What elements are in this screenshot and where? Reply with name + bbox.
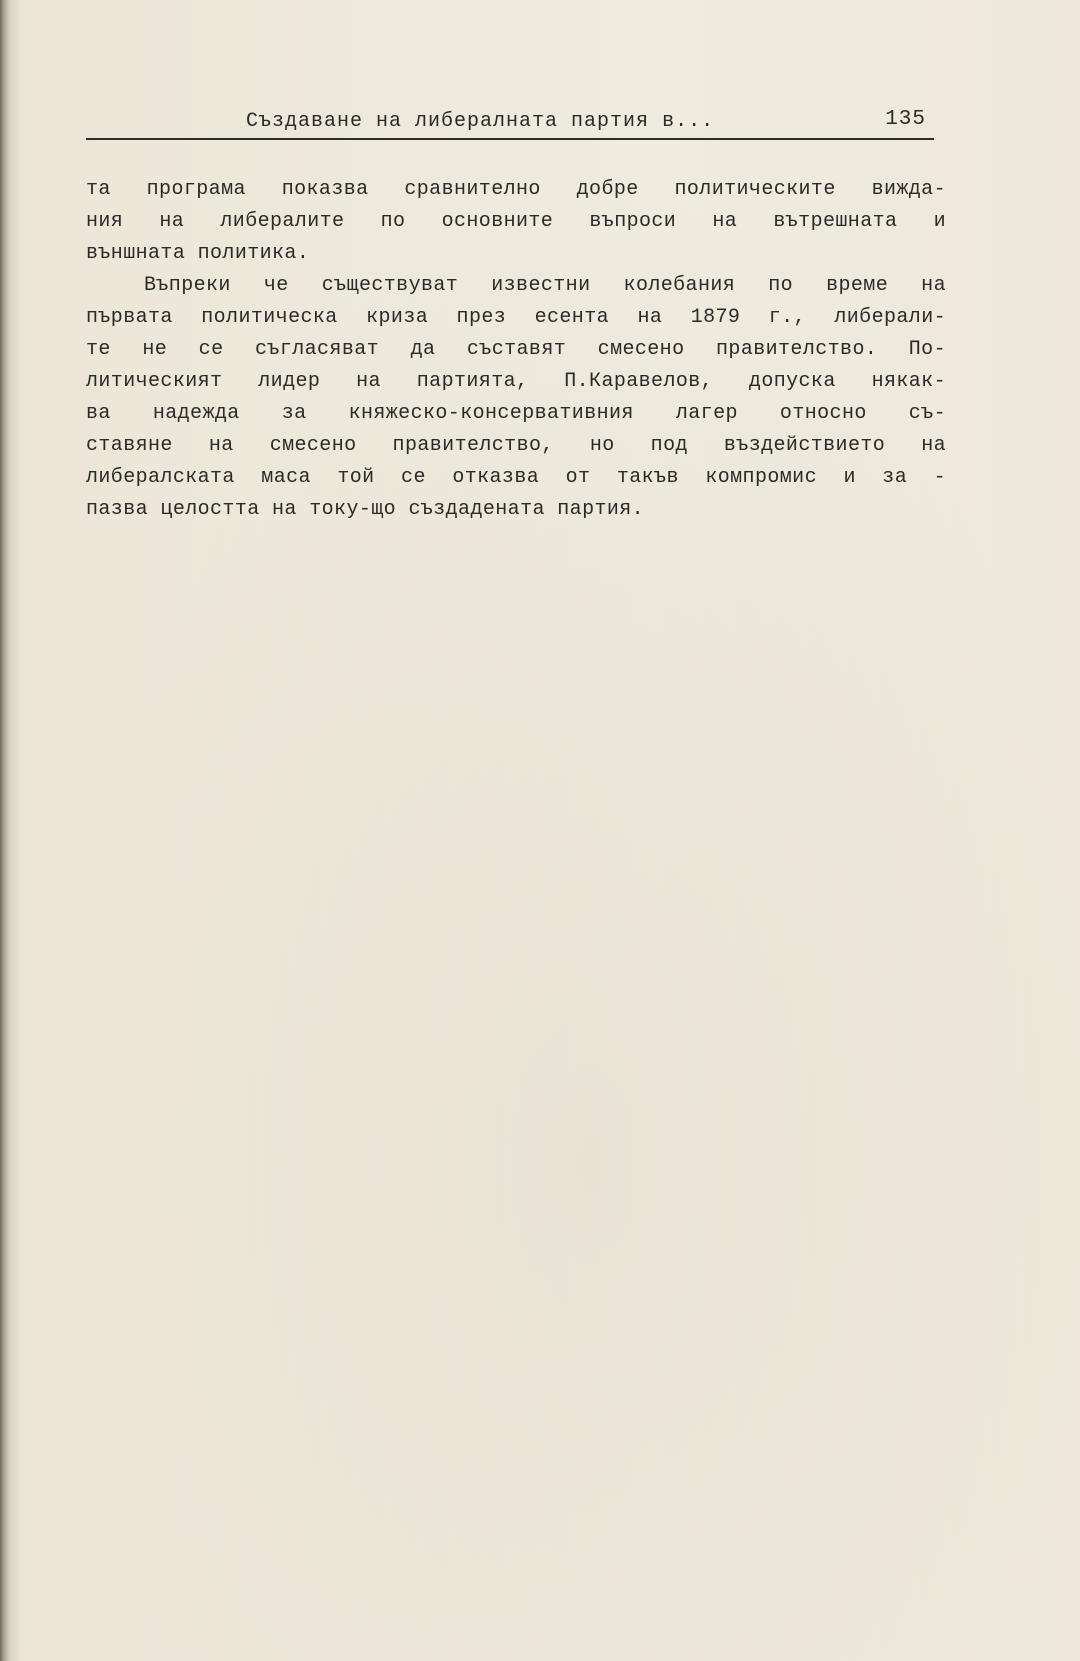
text-line: външната политика. [86,242,310,265]
text-line: те не се съгласяват да съставят смесено правителство. По- [86,338,946,361]
page-number: 135 [885,108,926,131]
text-line: ставяне на смесено правителство, но под въздействието на [86,434,946,457]
text-line: ва надежда за княжеско-консервативния лагер относно съ- [86,402,946,425]
text-line: литическият лидер на партията, П.Каравелов, допуска някак- [86,370,946,393]
body-text [86,174,946,526]
text-line: ния на либералите по основните въпроси на вътрешната и [86,210,946,233]
paragraph-2 [86,270,946,526]
text-line: та програма показва сравнително добре политическите вижда- [86,178,946,201]
running-title: Създаване на либералната партия в... [246,110,715,133]
text-line: пазва целостта на току-що създадената партия. [86,498,645,521]
running-head [86,104,934,140]
text-line: първата политическа криза през есента на 1879 г., либерали- [86,306,946,329]
text-line: Въпреки че съществуват известни колебания по време на [144,274,946,297]
paragraph-1 [86,174,946,270]
text-line: либералската маса той се отказва от такъв компромис и за - [86,466,946,489]
